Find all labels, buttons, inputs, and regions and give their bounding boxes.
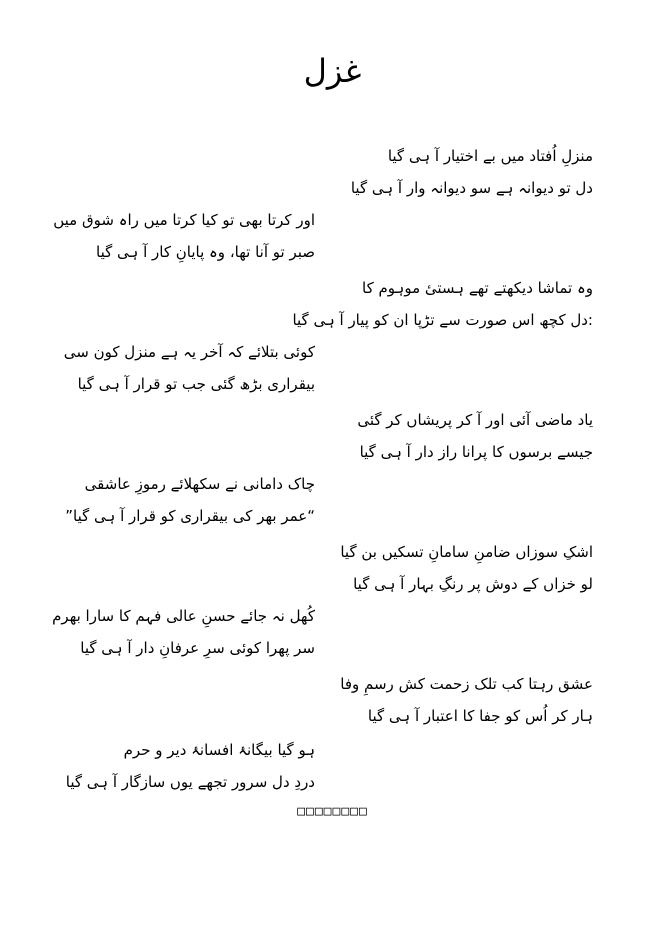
verse-line: ہار کر اُس کو جفا کا اعتبار آ ہی گیا	[367, 707, 593, 725]
verse-line: یاد ماضی آئی اور آ کر پریشاں کر گئی	[357, 411, 593, 429]
verse-line: چاک دامانی نے سکھلائے رموزِ عاشقی	[84, 475, 315, 493]
stanza-2	[55, 204, 315, 268]
stanza-4	[55, 336, 315, 400]
verse-line: اور کرتا بھی تو کیا کرتا میں راہ شوق میں	[53, 211, 315, 229]
stanza-9	[333, 668, 593, 732]
stanza-1	[333, 140, 593, 204]
verse-line: دردِ دل سرور تجھے یوں سازگار آ ہی گیا	[65, 773, 315, 791]
verse-line: “عمر بھر کی بیقراری کو قرار آ ہی گیا”	[65, 507, 315, 525]
stanza-7	[333, 536, 593, 600]
verse-line: بیقراری بڑھ گئی جب تو قرار آ ہی گیا	[77, 375, 315, 393]
verse-line: جیسے برسوں کا پرانا راز دار آ ہی گیا	[359, 443, 593, 461]
verse-line: وہ تماشا دیکھتے تھے ہستیٔ موہوم کا	[362, 279, 593, 297]
verse-line: سر پھرا کوئی سرِ عرفانِ دار آ ہی گیا	[80, 639, 315, 657]
verse-line: دل تو دیوانہ ہے سو دیوانہ وار آ ہی گیا	[350, 179, 593, 197]
stanza-3	[292, 272, 593, 336]
verse-line: منزلِ اُفتاد میں بے اختیار آ ہی گیا	[387, 147, 593, 165]
verse-line: ہو گیا بیگانۂ افسانۂ دیر و حرم	[123, 741, 315, 759]
verse-line: کوئی بتلائے کہ آخر یہ ہے منزل کون سی	[63, 343, 315, 361]
verse-line: اشکِ سوزاں ضامنِ سامانِ تسکیں بن گیا	[340, 543, 593, 561]
verse-line: لو خزاں کے دوش پر رنگِ بہار آ ہی گیا	[353, 575, 593, 593]
poem-title: غزل	[303, 52, 362, 90]
stanza-10	[55, 734, 315, 798]
verse-line: کُھل نہ جائے حسنِ عالی فہم کا سارا بھرم	[52, 607, 315, 625]
verse-line: :دل کچھ اس صورت سے تڑپا ان کو پیار آ ہی گیا	[292, 311, 593, 329]
footer-glyphs: □□□□□□□□	[297, 804, 368, 819]
verse-line: عشق رہتا کب تلک زحمت کش رسمِ وفا	[340, 675, 593, 693]
stanza-8	[52, 600, 315, 664]
stanza-5	[333, 404, 593, 468]
stanza-6	[55, 468, 315, 532]
verse-line: صبر تو آنا تھا، وہ پایانِ کار آ ہی گیا	[96, 243, 315, 261]
